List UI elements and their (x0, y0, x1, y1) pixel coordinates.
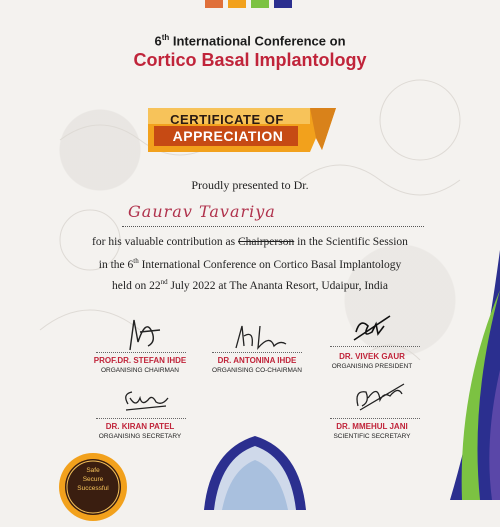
presented-to: Proudly presented to Dr. (191, 178, 309, 192)
banner-line-2: APPRECIATION (172, 128, 284, 144)
signatory-role: ORGANISING CHAIRMAN (100, 367, 179, 374)
signature-mmehul-jani (350, 380, 410, 416)
signature-kiran-patel (118, 384, 174, 414)
seal-line-1: Safe (86, 467, 100, 474)
signature-line (212, 352, 302, 353)
recipient-name: Gaurav Tavariya (128, 202, 276, 221)
signatory-name: DR. KIRAN PATEL (105, 422, 175, 431)
signatory-name: DR. MMEHUL JANI (336, 422, 408, 431)
signature-vivek-gaur (350, 312, 394, 346)
signatory-name: PROF.DR. STEFAN IHDE (93, 356, 187, 365)
signature-line (330, 346, 420, 347)
seal-icon (58, 452, 128, 522)
signature-line (330, 418, 420, 419)
conference-logo (200, 0, 310, 14)
conference-edition: 6th International Conference on (154, 33, 346, 49)
conference-title: Cortico Basal Implantology (133, 50, 367, 70)
signature-antonina-ihde (230, 320, 290, 354)
signature-stefan-ihde (120, 312, 170, 354)
decorative-arch (200, 430, 310, 510)
signatory-role: ORGANISING SECRETARY (98, 433, 182, 440)
signatory-name: DR. VIVEK GAUR (339, 352, 405, 361)
signature-line (96, 418, 186, 419)
signatory-name: DR. ANTONINA IHDE (217, 356, 297, 365)
seal-line-3: Successful (77, 485, 109, 492)
signature-line (96, 352, 186, 353)
safe-secure-seal (58, 452, 128, 522)
role-struck: Chairperson (238, 236, 295, 248)
banner-line-1: CERTIFICATE OF (170, 112, 284, 127)
decorative-swoosh (410, 250, 500, 500)
signatory-role: ORGANISING PRESIDENT (331, 363, 413, 370)
name-dotted-line (122, 226, 424, 227)
date-venue-line: held on 22nd July 2022 at The Ananta Resort, Udaipur, India (112, 278, 388, 292)
signatory-role: SCIENTIFIC SECRETARY (333, 433, 411, 440)
contribution-line: for his valuable contribution as Chairperson in the Scientific Session (92, 236, 408, 248)
conference-line: in the 6th International Conference on Cortico Basal Implantology (98, 257, 402, 271)
seal-line-2: Secure (82, 476, 104, 483)
signatory-role: ORGANISING CO-CHAIRMAN (212, 367, 302, 374)
